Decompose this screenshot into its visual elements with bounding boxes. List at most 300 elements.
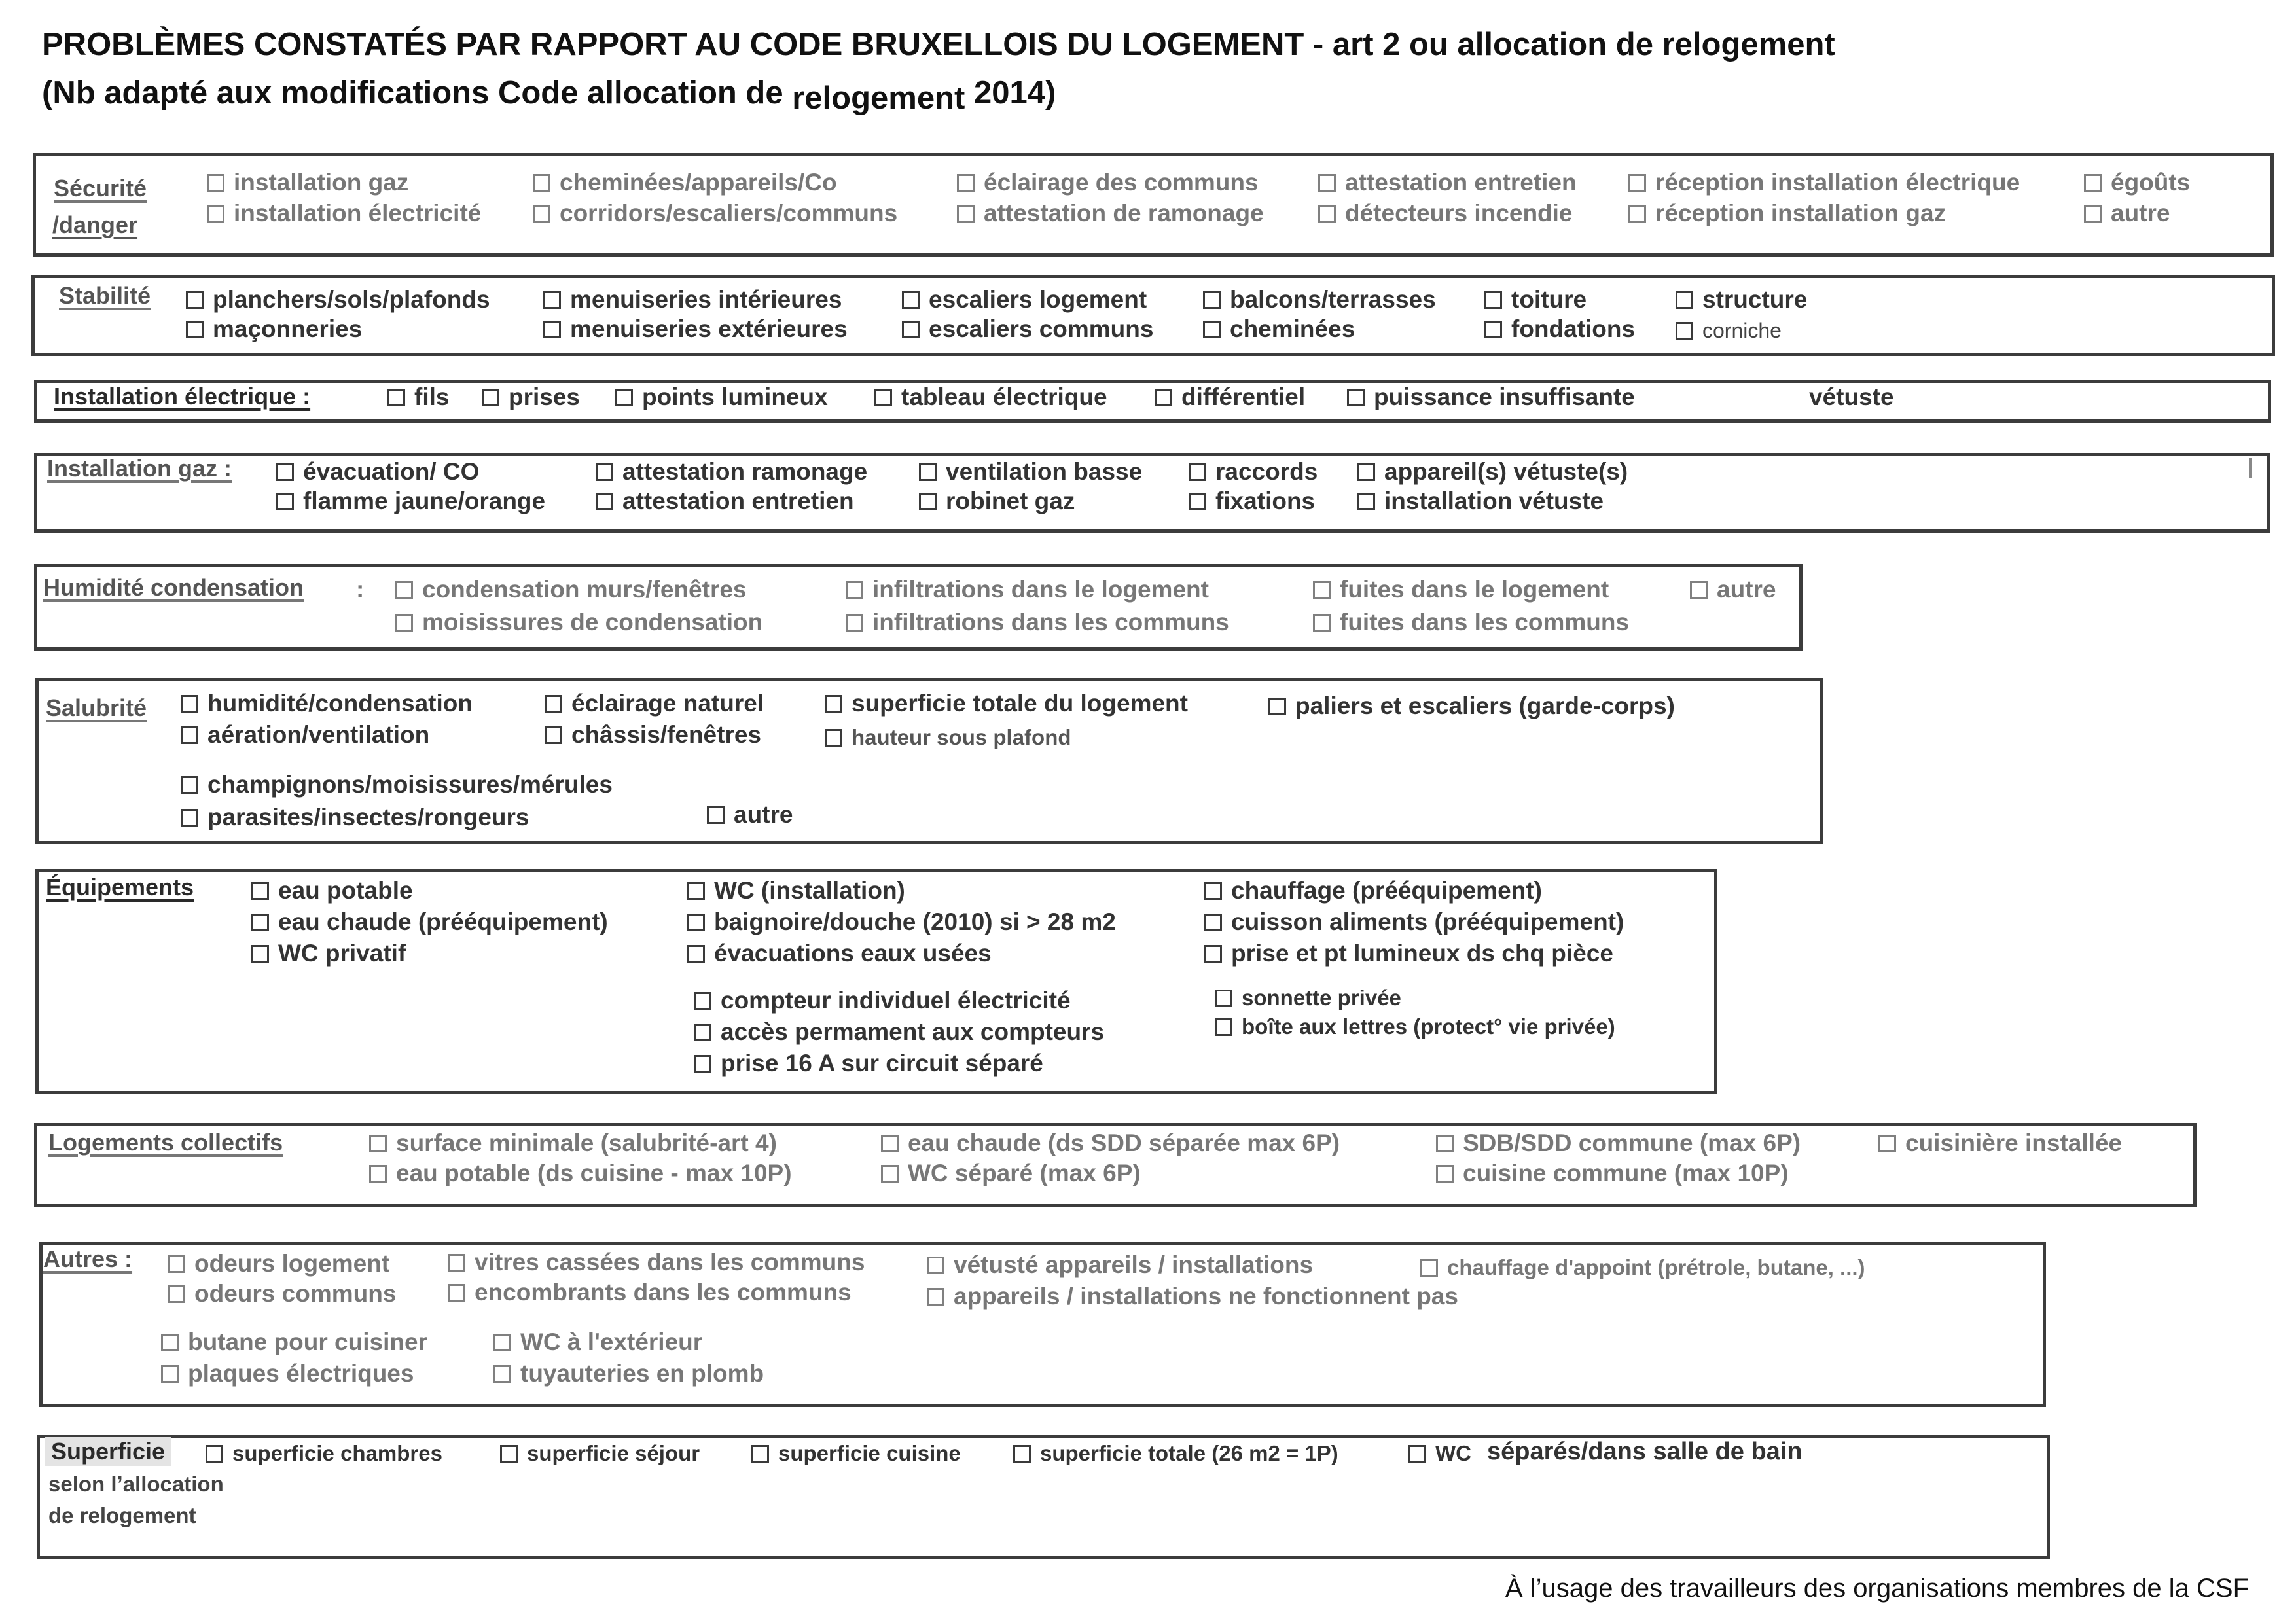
- checkbox-hauteur-sous-plafond[interactable]: [825, 722, 1071, 753]
- equipements-label: Équipements: [46, 874, 194, 901]
- checkbox-corniche[interactable]: [1676, 315, 1782, 346]
- checkbox-box[interactable]: [181, 809, 198, 827]
- checkbox-box[interactable]: [181, 695, 198, 713]
- checkbox-box[interactable]: [387, 389, 405, 406]
- checkbox-planchers-sols-plafonds[interactable]: [186, 285, 490, 315]
- checkbox-label: surface minimale (salubrité-art 4): [396, 1130, 777, 1156]
- checkbox-chassis-fenetres[interactable]: [545, 720, 761, 750]
- checkbox-label: infiltrations dans le logement: [872, 576, 1209, 603]
- checkbox-plaques-electriques[interactable]: [161, 1359, 414, 1389]
- checkbox-menuiseries-interieures[interactable]: [543, 285, 842, 315]
- checkbox-box[interactable]: [687, 914, 705, 931]
- checkbox-attestation-de-ramonage[interactable]: [957, 198, 1264, 228]
- checkbox-fixations[interactable]: [1189, 486, 1315, 516]
- checkbox-label: eau chaude (prééquipement): [278, 908, 608, 935]
- checkbox-differentiel[interactable]: [1155, 382, 1305, 412]
- checkbox-raccords[interactable]: [1189, 457, 1318, 487]
- checkbox-label: cheminées/appareils/Co: [560, 169, 837, 196]
- checkbox-label: installation vétuste: [1384, 488, 1604, 514]
- checkbox-egouts[interactable]: [2084, 168, 2190, 198]
- checkbox-eau-potable-cuisine[interactable]: [369, 1158, 792, 1188]
- superficie-wc-extra: séparés/dans salle de bain: [1487, 1438, 1803, 1465]
- checkbox-maconneries[interactable]: [186, 314, 362, 344]
- checkbox-label: égoûts: [2111, 169, 2191, 196]
- checkbox-box[interactable]: [251, 945, 269, 963]
- checkbox-boite-aux-lettres[interactable]: [1215, 1012, 1615, 1042]
- checkbox-menuiseries-exterieures[interactable]: [543, 314, 848, 344]
- document-subtitle: [42, 73, 1056, 116]
- checkbox-label: installation gaz: [234, 169, 409, 196]
- checkbox-label: fuites dans le logement: [1340, 576, 1609, 603]
- checkbox-balcons-terrasses[interactable]: [1203, 285, 1436, 315]
- checkbox-label: eau chaude (ds SDD séparée max 6P): [908, 1130, 1340, 1156]
- checkbox-box[interactable]: [543, 291, 561, 309]
- checkbox-box[interactable]: [500, 1445, 518, 1463]
- checkbox-prise-16a[interactable]: [694, 1048, 1043, 1079]
- checkbox-box[interactable]: [276, 493, 294, 510]
- checkbox-baignoire-douche[interactable]: [687, 907, 1116, 937]
- checkbox-label: corridors/escaliers/communs: [560, 200, 898, 226]
- checkbox-label: butane pour cuisiner: [188, 1329, 427, 1355]
- checkbox-wc-installation[interactable]: [687, 876, 905, 906]
- checkbox-puissance-insuffisante[interactable]: [1347, 382, 1635, 412]
- checkbox-label: menuiseries extérieures: [570, 315, 848, 342]
- checkbox-label: corniche: [1702, 319, 1782, 342]
- checkbox-label: prises: [509, 383, 581, 410]
- checkbox-humidite-condensation[interactable]: [181, 688, 473, 719]
- checkbox-box[interactable]: [707, 806, 725, 824]
- checkbox-box[interactable]: [846, 581, 863, 599]
- checkbox-label: installation électricité: [234, 200, 482, 226]
- checkbox-box[interactable]: [919, 463, 937, 481]
- checkbox-humidite-autre[interactable]: [1690, 575, 1776, 605]
- checkbox-superficie-totale-logement[interactable]: [825, 688, 1188, 719]
- checkbox-box[interactable]: [276, 463, 294, 481]
- checkbox-odeurs-communs[interactable]: [168, 1279, 396, 1309]
- checkbox-prises[interactable]: [482, 382, 580, 412]
- checkbox-box[interactable]: [181, 726, 198, 744]
- checkbox-sdb-sdd-commune[interactable]: [1436, 1128, 1801, 1158]
- checkbox-flamme-jaune-orange[interactable]: [276, 486, 545, 516]
- checkbox-label: prise 16 A sur circuit séparé: [721, 1050, 1043, 1077]
- checkbox-box[interactable]: [168, 1285, 185, 1303]
- checkbox-label: escaliers logement: [929, 286, 1147, 313]
- checkbox-box[interactable]: [687, 882, 705, 900]
- superficie-label: Superficie: [45, 1437, 171, 1466]
- checkbox-box[interactable]: [161, 1334, 179, 1351]
- checkbox-label: fixations: [1215, 488, 1316, 514]
- checkbox-cheminees-appareils-co[interactable]: [533, 168, 837, 198]
- checkbox-box[interactable]: [251, 882, 269, 900]
- checkbox-label: WC séparé (max 6P): [908, 1160, 1141, 1186]
- checkbox-box[interactable]: [533, 205, 550, 223]
- checkbox-tuyauteries-plomb[interactable]: [493, 1359, 764, 1389]
- checkbox-box[interactable]: [1204, 945, 1222, 963]
- checkbox-box[interactable]: [825, 695, 842, 713]
- checkbox-box[interactable]: [1313, 581, 1331, 599]
- checkbox-points-lumineux[interactable]: [615, 382, 828, 412]
- checkbox-box[interactable]: [493, 1334, 511, 1351]
- checkbox-box[interactable]: [825, 729, 842, 747]
- checkbox-eau-chaude-preequipement[interactable]: [251, 907, 608, 937]
- checkbox-detecteurs-incendie[interactable]: [1318, 198, 1573, 228]
- checkbox-box[interactable]: [448, 1284, 465, 1302]
- checkbox-label: odeurs communs: [194, 1280, 397, 1307]
- checkbox-salubrite-autre[interactable]: [707, 800, 793, 830]
- checkbox-box[interactable]: [207, 174, 224, 192]
- checkbox-box[interactable]: [545, 726, 562, 744]
- checkbox-eau-chaude-sdd[interactable]: [881, 1128, 1340, 1158]
- checkbox-chauffage-appoint[interactable]: [1420, 1253, 1865, 1283]
- checkbox-box[interactable]: [1690, 581, 1708, 599]
- checkbox-box[interactable]: [206, 1445, 223, 1463]
- checkbox-label: maçonneries: [213, 315, 363, 342]
- superficie-sub-2: de relogement: [48, 1503, 196, 1527]
- checkbox-cuisine-commune[interactable]: [1436, 1158, 1789, 1188]
- checkbox-label: évacuation/ CO: [303, 458, 480, 485]
- checkbox-box[interactable]: [251, 914, 269, 931]
- checkbox-box[interactable]: [545, 695, 562, 713]
- checkbox-box[interactable]: [1013, 1445, 1031, 1463]
- checkbox-label: toiture: [1511, 286, 1587, 313]
- checkbox-label: superficie totale (26 m2 = 1P): [1040, 1441, 1338, 1465]
- checkbox-label: cuisinière installée: [1905, 1130, 2123, 1156]
- checkbox-label: WC: [1435, 1441, 1471, 1465]
- checkbox-escaliers-communs[interactable]: [902, 314, 1153, 344]
- checkbox-eclairage-des-communs[interactable]: [957, 168, 1259, 198]
- footer-note: À l’usage des travailleurs des organisations membres de la CSF: [1505, 1574, 2249, 1603]
- checkbox-label: détecteurs incendie: [1345, 200, 1573, 226]
- checkbox-appareils-vetustes[interactable]: [1357, 457, 1628, 487]
- subtitle-part-b: relogement: [792, 80, 965, 116]
- checkbox-box[interactable]: [902, 291, 920, 309]
- checkbox-cuisiniere-installee[interactable]: [1878, 1128, 2122, 1158]
- checkbox-box[interactable]: [957, 174, 975, 192]
- checkbox-label: autre: [2111, 200, 2170, 226]
- checkbox-label: chauffage (prééquipement): [1231, 877, 1542, 904]
- checkbox-installation-electricite[interactable]: [207, 198, 481, 228]
- checkbox-box[interactable]: [687, 945, 705, 963]
- checkbox-label: eau potable: [278, 877, 413, 904]
- checkbox-label: sonnette privée: [1242, 986, 1401, 1010]
- checkbox-box[interactable]: [1189, 463, 1206, 481]
- checkbox-label: fils: [414, 383, 450, 410]
- checkbox-label: fondations: [1511, 315, 1636, 342]
- checkbox-box[interactable]: [395, 581, 413, 599]
- checkbox-box[interactable]: [369, 1135, 387, 1152]
- checkbox-label: boîte aux lettres (protect° vie privée): [1242, 1014, 1615, 1039]
- checkbox-box[interactable]: [482, 389, 499, 406]
- checkbox-box[interactable]: [1318, 174, 1336, 192]
- checkbox-box[interactable]: [1189, 493, 1206, 510]
- checkbox-label: parasites/insectes/rongeurs: [207, 804, 529, 830]
- subtitle-part-c: 2014): [965, 75, 1056, 111]
- checkbox-chauffage-preequipement[interactable]: [1204, 876, 1542, 906]
- checkbox-label: WC (installation): [714, 877, 905, 904]
- checkbox-label: tuyauteries en plomb: [520, 1360, 764, 1387]
- checkbox-box[interactable]: [1215, 1018, 1232, 1036]
- checkbox-box[interactable]: [1203, 291, 1221, 309]
- checkbox-box[interactable]: [1155, 389, 1172, 406]
- checkbox-label: ventilation basse: [946, 458, 1143, 485]
- checkbox-cuisson-aliments[interactable]: [1204, 907, 1624, 937]
- gaz-label: Installation gaz :: [47, 455, 232, 482]
- collectifs-label: Logements collectifs: [48, 1129, 283, 1156]
- checkbox-condensation-murs-fenetres[interactable]: [395, 575, 747, 605]
- checkbox-box[interactable]: [846, 614, 863, 632]
- checkbox-label: attestation entretien: [622, 488, 854, 514]
- checkbox-box[interactable]: [902, 321, 920, 338]
- document-title: PROBLÈMES CONSTATÉS PAR RAPPORT AU CODE BRUXELLOIS DU LOGEMENT - art 2 ou allocation de relogement: [42, 27, 1835, 62]
- checkbox-box[interactable]: [927, 1288, 944, 1306]
- checkbox-securite-autre[interactable]: [2084, 198, 2170, 228]
- checkbox-attestation-entretien-gaz[interactable]: [596, 486, 854, 516]
- checkbox-label: cheminées: [1230, 315, 1355, 342]
- checkbox-acces-permament-compteurs[interactable]: [694, 1017, 1104, 1047]
- checkbox-box[interactable]: [1436, 1135, 1454, 1152]
- checkbox-box[interactable]: [1268, 698, 1286, 715]
- checkbox-box[interactable]: [927, 1257, 944, 1274]
- checkbox-label: éclairage des communs: [984, 169, 1259, 196]
- checkbox-label: autre: [1717, 576, 1776, 603]
- checkbox-label: planchers/sols/plafonds: [213, 286, 490, 313]
- checkbox-box[interactable]: [161, 1365, 179, 1383]
- checkbox-evacuation-co[interactable]: [276, 457, 479, 487]
- checkbox-box[interactable]: [1215, 990, 1232, 1007]
- checkbox-box[interactable]: [919, 493, 937, 510]
- checkbox-box[interactable]: [1347, 389, 1365, 406]
- checkbox-label: moisissures de condensation: [422, 609, 763, 635]
- autres-label: Autres :: [43, 1245, 133, 1272]
- checkbox-label: évacuations eaux usées: [714, 940, 992, 967]
- checkbox-box[interactable]: [448, 1254, 465, 1272]
- checkbox-butane-pour-cuisiner[interactable]: [161, 1327, 427, 1357]
- checkbox-wc-exterieur[interactable]: [493, 1327, 702, 1357]
- checkbox-label: prise et pt lumineux ds chq pièce: [1231, 940, 1613, 967]
- checkbox-fils[interactable]: [387, 382, 449, 412]
- humidite-colon: :: [356, 576, 365, 603]
- checkbox-label: menuiseries intérieures: [570, 286, 842, 313]
- checkbox-box[interactable]: [1676, 322, 1693, 340]
- checkbox-box[interactable]: [2084, 205, 2102, 223]
- checkbox-label: eau potable (ds cuisine - max 10P): [396, 1160, 792, 1186]
- checkbox-corridors-escaliers-communs[interactable]: [533, 198, 897, 228]
- checkbox-eau-potable[interactable]: [251, 876, 413, 906]
- salubrite-label: Salubrité: [46, 694, 147, 721]
- checkbox-label: balcons/terrasses: [1230, 286, 1436, 313]
- humidite-label: Humidité condensation: [43, 574, 304, 601]
- checkbox-installation-gaz[interactable]: [207, 168, 408, 198]
- checkbox-tableau-electrique[interactable]: [874, 382, 1107, 412]
- stabilite-label: Stabilité: [59, 282, 151, 309]
- section-installation-electrique: [34, 380, 2271, 423]
- checkbox-box[interactable]: [1204, 914, 1222, 931]
- checkbox-box[interactable]: [1628, 174, 1646, 192]
- checkbox-vitres-cassees[interactable]: [448, 1247, 865, 1277]
- checkbox-box[interactable]: [694, 1024, 711, 1041]
- checkbox-label: vétusté appareils / installations: [954, 1251, 1314, 1278]
- checkbox-superficie-cuisine[interactable]: [751, 1438, 961, 1469]
- checkbox-box[interactable]: [181, 776, 198, 794]
- checkbox-box[interactable]: [1318, 205, 1336, 223]
- checkbox-box[interactable]: [1484, 291, 1502, 309]
- checkbox-label: châssis/fenêtres: [571, 721, 762, 748]
- checkbox-reception-installation-electrique[interactable]: [1628, 168, 2020, 198]
- checkbox-attestation-ramonage[interactable]: [596, 457, 867, 487]
- margin-mark: [2249, 458, 2252, 478]
- checkbox-box[interactable]: [1408, 1445, 1426, 1463]
- checkbox-box[interactable]: [1676, 291, 1693, 309]
- checkbox-label: humidité/condensation: [207, 690, 473, 717]
- checkbox-box[interactable]: [1420, 1259, 1438, 1277]
- checkbox-box[interactable]: [207, 205, 224, 223]
- checkbox-box[interactable]: [543, 321, 561, 338]
- checkbox-box[interactable]: [533, 174, 550, 192]
- checkbox-encombrants[interactable]: [448, 1277, 852, 1308]
- checkbox-superficie-sejour[interactable]: [500, 1438, 700, 1469]
- checkbox-toiture[interactable]: [1484, 285, 1587, 315]
- checkbox-attestation-entretien[interactable]: [1318, 168, 1577, 198]
- checkbox-paliers-et-escaliers[interactable]: [1268, 691, 1675, 721]
- checkbox-label: superficie séjour: [527, 1441, 700, 1465]
- checkbox-box[interactable]: [186, 321, 204, 338]
- checkbox-superficie-chambres[interactable]: [206, 1438, 442, 1469]
- checkbox-label: vitres cassées dans les communs: [475, 1249, 865, 1275]
- checkbox-box[interactable]: [1204, 882, 1222, 900]
- checkbox-wc-privatif[interactable]: [251, 938, 406, 969]
- checkbox-label: chauffage d'appoint (prétrole, butane, ...): [1447, 1255, 1865, 1279]
- checkbox-label: accès permament aux compteurs: [721, 1018, 1105, 1045]
- checkbox-label: odeurs logement: [194, 1250, 390, 1277]
- checkbox-label: infiltrations dans les communs: [872, 609, 1229, 635]
- checkbox-structure[interactable]: [1676, 285, 1807, 315]
- checkbox-label: réception installation électrique: [1655, 169, 2020, 196]
- checkbox-label: superficie cuisine: [778, 1441, 961, 1465]
- checkbox-label: tableau électrique: [901, 383, 1107, 410]
- checkbox-appareils-ne-fonctionnent-pas[interactable]: [927, 1281, 1458, 1311]
- checkbox-label: puissance insuffisante: [1374, 383, 1635, 410]
- checkbox-label: WC à l'extérieur: [520, 1329, 703, 1355]
- checkbox-label: raccords: [1215, 458, 1318, 485]
- checkbox-reception-installation-gaz[interactable]: [1628, 198, 1946, 228]
- checkbox-moisissures-de-condensation[interactable]: [395, 607, 762, 637]
- checkbox-robinet-gaz[interactable]: [919, 486, 1075, 516]
- checkbox-label: superficie totale du logement: [852, 690, 1188, 717]
- checkbox-label: superficie chambres: [232, 1441, 442, 1465]
- checkbox-compteur-individuel-electricite[interactable]: [694, 986, 1071, 1016]
- checkbox-box[interactable]: [874, 389, 892, 406]
- checkbox-eclairage-naturel[interactable]: [545, 688, 764, 719]
- checkbox-sonnette-privee[interactable]: [1215, 983, 1401, 1013]
- checkbox-box[interactable]: [1878, 1135, 1896, 1152]
- checkbox-label: condensation murs/fenêtres: [422, 576, 747, 603]
- checkbox-box[interactable]: [1628, 205, 1646, 223]
- checkbox-box[interactable]: [957, 205, 975, 223]
- checkbox-fondations[interactable]: [1484, 314, 1635, 344]
- checkbox-box[interactable]: [615, 389, 633, 406]
- checkbox-fuites-dans-les-communs[interactable]: [1313, 607, 1629, 637]
- checkbox-prise-et-pt-lumineux[interactable]: [1204, 938, 1613, 969]
- checkbox-wc-separe[interactable]: [881, 1158, 1141, 1188]
- checkbox-box[interactable]: [493, 1365, 511, 1383]
- checkbox-label: fuites dans les communs: [1340, 609, 1630, 635]
- checkbox-installation-vetuste[interactable]: [1357, 486, 1604, 516]
- checkbox-label: compteur individuel électricité: [721, 987, 1071, 1014]
- checkbox-box[interactable]: [1203, 321, 1221, 338]
- checkbox-label: attestation entretien: [1345, 169, 1577, 196]
- checkbox-label: différentiel: [1181, 383, 1306, 410]
- checkbox-box[interactable]: [1484, 321, 1502, 338]
- checkbox-label: appareils / installations ne fonctionnent pas: [954, 1283, 1458, 1310]
- checkbox-box[interactable]: [751, 1445, 769, 1463]
- checkbox-fuites-dans-le-logement[interactable]: [1313, 575, 1609, 605]
- checkbox-label: plaques électriques: [188, 1360, 414, 1387]
- checkbox-evacuations-eaux-usees[interactable]: [687, 938, 992, 969]
- checkbox-label: flamme jaune/orange: [303, 488, 546, 514]
- checkbox-box[interactable]: [596, 493, 613, 510]
- securite-label-2: /danger: [52, 211, 138, 238]
- checkbox-superficie-wc[interactable]: [1408, 1438, 1471, 1469]
- checkbox-ventilation-basse[interactable]: [919, 457, 1142, 487]
- checkbox-box[interactable]: [168, 1255, 185, 1273]
- checkbox-label: cuisine commune (max 10P): [1463, 1160, 1789, 1186]
- checkbox-champignons-moisissures-merules[interactable]: [181, 770, 613, 800]
- checkbox-box[interactable]: [694, 992, 711, 1010]
- checkbox-box[interactable]: [881, 1135, 899, 1152]
- checkbox-box[interactable]: [1357, 463, 1375, 481]
- checkbox-box[interactable]: [369, 1165, 387, 1183]
- checkbox-infiltrations-dans-le-logement[interactable]: [846, 575, 1209, 605]
- checkbox-box[interactable]: [1357, 493, 1375, 510]
- checkbox-label: baignoire/douche (2010) si > 28 m2: [714, 908, 1116, 935]
- checkbox-label: attestation ramonage: [622, 458, 868, 485]
- checkbox-odeurs-logement[interactable]: [168, 1249, 389, 1279]
- checkbox-label: éclairage naturel: [571, 690, 764, 717]
- checkbox-box[interactable]: [881, 1165, 899, 1183]
- checkbox-box[interactable]: [395, 614, 413, 632]
- checkbox-box[interactable]: [2084, 174, 2102, 192]
- checkbox-label: encombrants dans les communs: [475, 1279, 852, 1306]
- checkbox-parasites-insectes-rongeurs[interactable]: [181, 802, 529, 832]
- checkbox-label: appareil(s) vétuste(s): [1384, 458, 1628, 485]
- checkbox-infiltrations-dans-les-communs[interactable]: [846, 607, 1229, 637]
- electrique-label: Installation électrique :: [54, 383, 311, 410]
- checkbox-label: champignons/moisissures/mérules: [207, 771, 613, 798]
- checkbox-label: structure: [1702, 286, 1808, 313]
- checkbox-aeration-ventilation[interactable]: [181, 720, 429, 750]
- checkbox-cheminees[interactable]: [1203, 314, 1355, 344]
- checkbox-label: SDB/SDD commune (max 6P): [1463, 1130, 1801, 1156]
- subtitle-part-a: (Nb adapté aux modifications Code allocation de: [42, 75, 793, 111]
- checkbox-label: points lumineux: [642, 383, 828, 410]
- checkbox-label: cuisson aliments (prééquipement): [1231, 908, 1624, 935]
- checkbox-box[interactable]: [1436, 1165, 1454, 1183]
- checkbox-box[interactable]: [596, 463, 613, 481]
- superficie-sub-1: selon l’allocation: [48, 1472, 224, 1496]
- checkbox-box[interactable]: [1313, 614, 1331, 632]
- checkbox-label: paliers et escaliers (garde-corps): [1295, 692, 1675, 719]
- checkbox-superficie-totale[interactable]: [1013, 1438, 1338, 1469]
- checkbox-vetuste-appareils[interactable]: [927, 1250, 1313, 1280]
- securite-label: Sécurité: [54, 175, 147, 202]
- checkbox-box[interactable]: [694, 1055, 711, 1073]
- checkbox-box[interactable]: [186, 291, 204, 309]
- checkbox-label: escaliers communs: [929, 315, 1154, 342]
- checkbox-label: hauteur sous plafond: [852, 725, 1071, 749]
- checkbox-label: autre: [734, 801, 793, 828]
- checkbox-surface-minimale[interactable]: [369, 1128, 777, 1158]
- checkbox-escaliers-logement[interactable]: [902, 285, 1147, 315]
